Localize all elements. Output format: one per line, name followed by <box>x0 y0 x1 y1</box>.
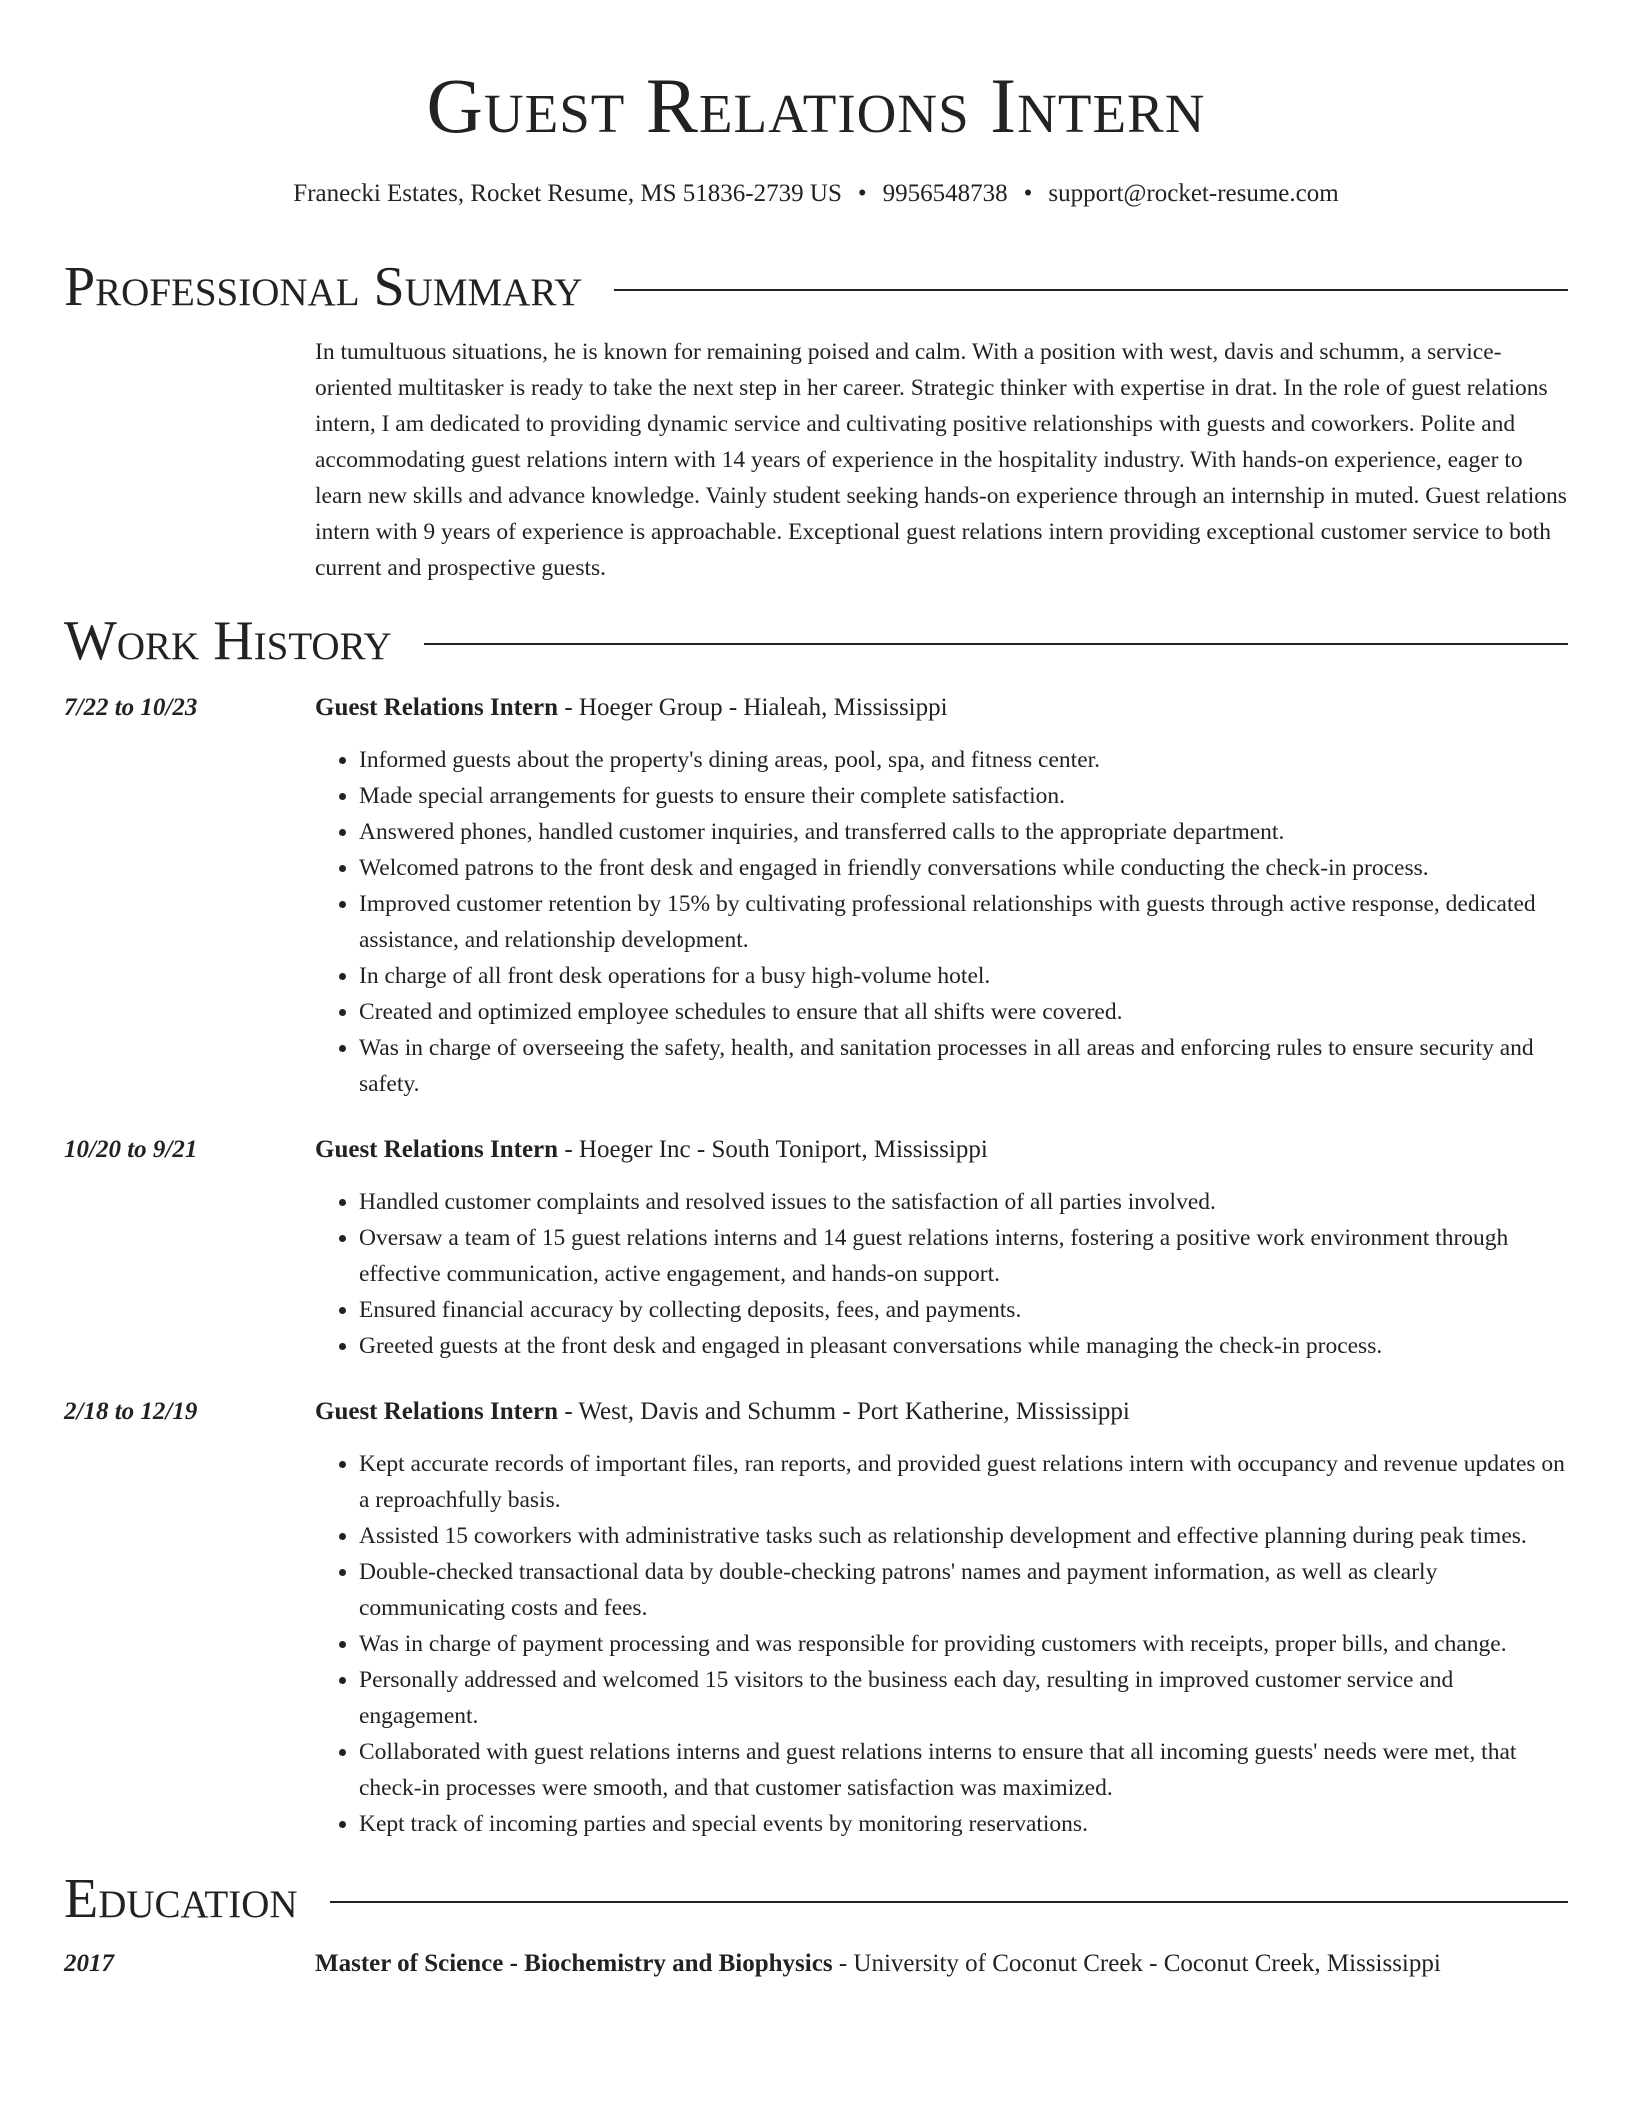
job-bullet: • Handled customer complaints and resolved issues to the satisfaction of all parties involved. <box>359 1184 1568 1220</box>
job-bullet: • Greeted guests at the front desk and engaged in pleasant conversations while managing the check-in process. <box>359 1328 1568 1364</box>
job-bullet: • Kept accurate records of important files, ran reports, and provided guest relations intern with occupancy and revenue updates on a reproachfully basis. <box>359 1446 1568 1518</box>
section-divider <box>424 643 1568 645</box>
job-bullet: • Answered phones, handled customer inquiries, and transferred calls to the appropriate department. <box>359 814 1568 850</box>
job-bullets <box>315 742 1568 1102</box>
education-section-header <box>64 1866 1568 1932</box>
education-body <box>315 1946 1568 1982</box>
job-bullet: • Welcomed patrons to the front desk and engaged in friendly conversations while conducting the check-in process. <box>359 850 1568 886</box>
job-entry <box>64 1132 1568 1364</box>
job-bullet: • Assisted 15 coworkers with administrative tasks such as relationship development and effective planning during peak times. <box>359 1518 1568 1554</box>
contact-address: Franecki Estates, Rocket Resume, MS 51836-2739 US <box>293 180 842 207</box>
job-bullet: • Was in charge of overseeing the safety, health, and sanitation processes in all areas and enforcing rules to ensure security and safety. <box>359 1030 1568 1102</box>
education-school: - University of Coconut Creek - Coconut Creek, Mississippi <box>832 1950 1441 1977</box>
job-title-line <box>315 1132 1568 1168</box>
job-bullet: • In charge of all front desk operations for a busy high-volume hotel. <box>359 958 1568 994</box>
contact-phone: 9956548738 <box>882 180 1008 207</box>
summary-section-header <box>64 254 1568 320</box>
job-bullet: • Kept track of incoming parties and special events by monitoring reservations. <box>359 1806 1568 1842</box>
job-title: Guest Relations Intern <box>315 1398 559 1425</box>
job-title-line <box>315 1394 1568 1430</box>
work-section-header <box>64 608 1568 674</box>
job-bullet: • Personally addressed and welcomed 15 visitors to the business each day, resulting in improved customer service and engagement. <box>359 1662 1568 1734</box>
job-bullet: • Created and optimized employee schedules to ensure that all shifts were covered. <box>359 994 1568 1030</box>
job-bullet: • Informed guests about the property's dining areas, pool, spa, and fitness center. <box>359 742 1568 778</box>
contact-line <box>64 178 1568 210</box>
job-employer: - Hoeger Inc - South Toniport, Mississippi <box>558 1136 988 1163</box>
job-entry <box>64 690 1568 1102</box>
contact-email: support@rocket-resume.com <box>1048 180 1339 207</box>
job-bullet: • Collaborated with guest relations interns and guest relations interns to ensure that all incoming guests' needs were met, that check-in processes were smooth, and that customer satisfaction was maximized. <box>359 1734 1568 1806</box>
education-title-line <box>315 1946 1568 1982</box>
job-bullets <box>315 1446 1568 1842</box>
job-bullet: • Oversaw a team of 15 guest relations interns and 14 guest relations interns, fostering a positive work environment through effective communication, active engagement, and hands-on support. <box>359 1220 1568 1292</box>
candidate-name: Guest Relations Intern <box>426 62 1206 149</box>
contact-separator: • <box>1023 180 1033 207</box>
job-bullet: • Improved customer retention by 15% by cultivating professional relationships with guests through active response, dedicated assistance, and relationship development. <box>359 886 1568 958</box>
summary-heading: Professional Summary <box>64 256 583 318</box>
job-bullets <box>315 1184 1568 1364</box>
job-employer: - Hoeger Group - Hialeah, Mississippi <box>558 694 948 721</box>
education-entry <box>64 1946 1568 1982</box>
job-title: Guest Relations Intern <box>315 694 559 721</box>
job-dates: 10/20 to 9/21 <box>64 1136 198 1163</box>
job-dates: 2/18 to 12/19 <box>64 1398 198 1425</box>
section-divider <box>614 289 1568 291</box>
job-bullet: • Double-checked transactional data by double-checking patrons' names and payment information, as well as clearly communicating costs and fees. <box>359 1554 1568 1626</box>
job-body <box>315 1394 1568 1842</box>
job-dates: 7/22 to 10/23 <box>64 694 198 721</box>
job-entry <box>64 1394 1568 1842</box>
job-bullet: • Ensured financial accuracy by collecting deposits, fees, and payments. <box>359 1292 1568 1328</box>
job-body <box>315 690 1568 1102</box>
section-divider <box>330 1901 1568 1903</box>
education-year: 2017 <box>64 1950 114 1977</box>
job-body <box>315 1132 1568 1364</box>
education-heading: Education <box>64 1868 298 1930</box>
job-title: Guest Relations Intern <box>315 1136 559 1163</box>
education-degree: Master of Science - Biochemistry and Biophysics <box>315 1950 833 1977</box>
job-bullet: • Made special arrangements for guests to ensure their complete satisfaction. <box>359 778 1568 814</box>
job-bullet: • Was in charge of payment processing and was responsible for providing customers with receipts, proper bills, and change. <box>359 1626 1568 1662</box>
contact-separator: • <box>857 180 867 207</box>
summary-text: In tumultuous situations, he is known for remaining poised and calm. With a position with west, davis and schumm, a service-oriented multitasker is ready to take the next step in her career. Strategic thinker with expertise in drat. In the role of guest relations intern, I am dedicated to providing dynamic service and cultivating positive relationships with guests and coworkers. Polite and accommodating guest relations intern with 14 years of experience in the hospitality industry. With hands-on experience, eager to learn new skills and advance knowledge. Vainly student seeking hands-on experience through an internship in muted. Guest relations intern with 9 years of experience is approachable. Exceptional guest relations intern providing exceptional customer service to both current and prospective guests. <box>315 339 1567 581</box>
work-heading: Work History <box>64 610 392 672</box>
job-employer: - West, Davis and Schumm - Port Katherine, Mississippi <box>558 1398 1130 1425</box>
job-title-line <box>315 690 1568 726</box>
